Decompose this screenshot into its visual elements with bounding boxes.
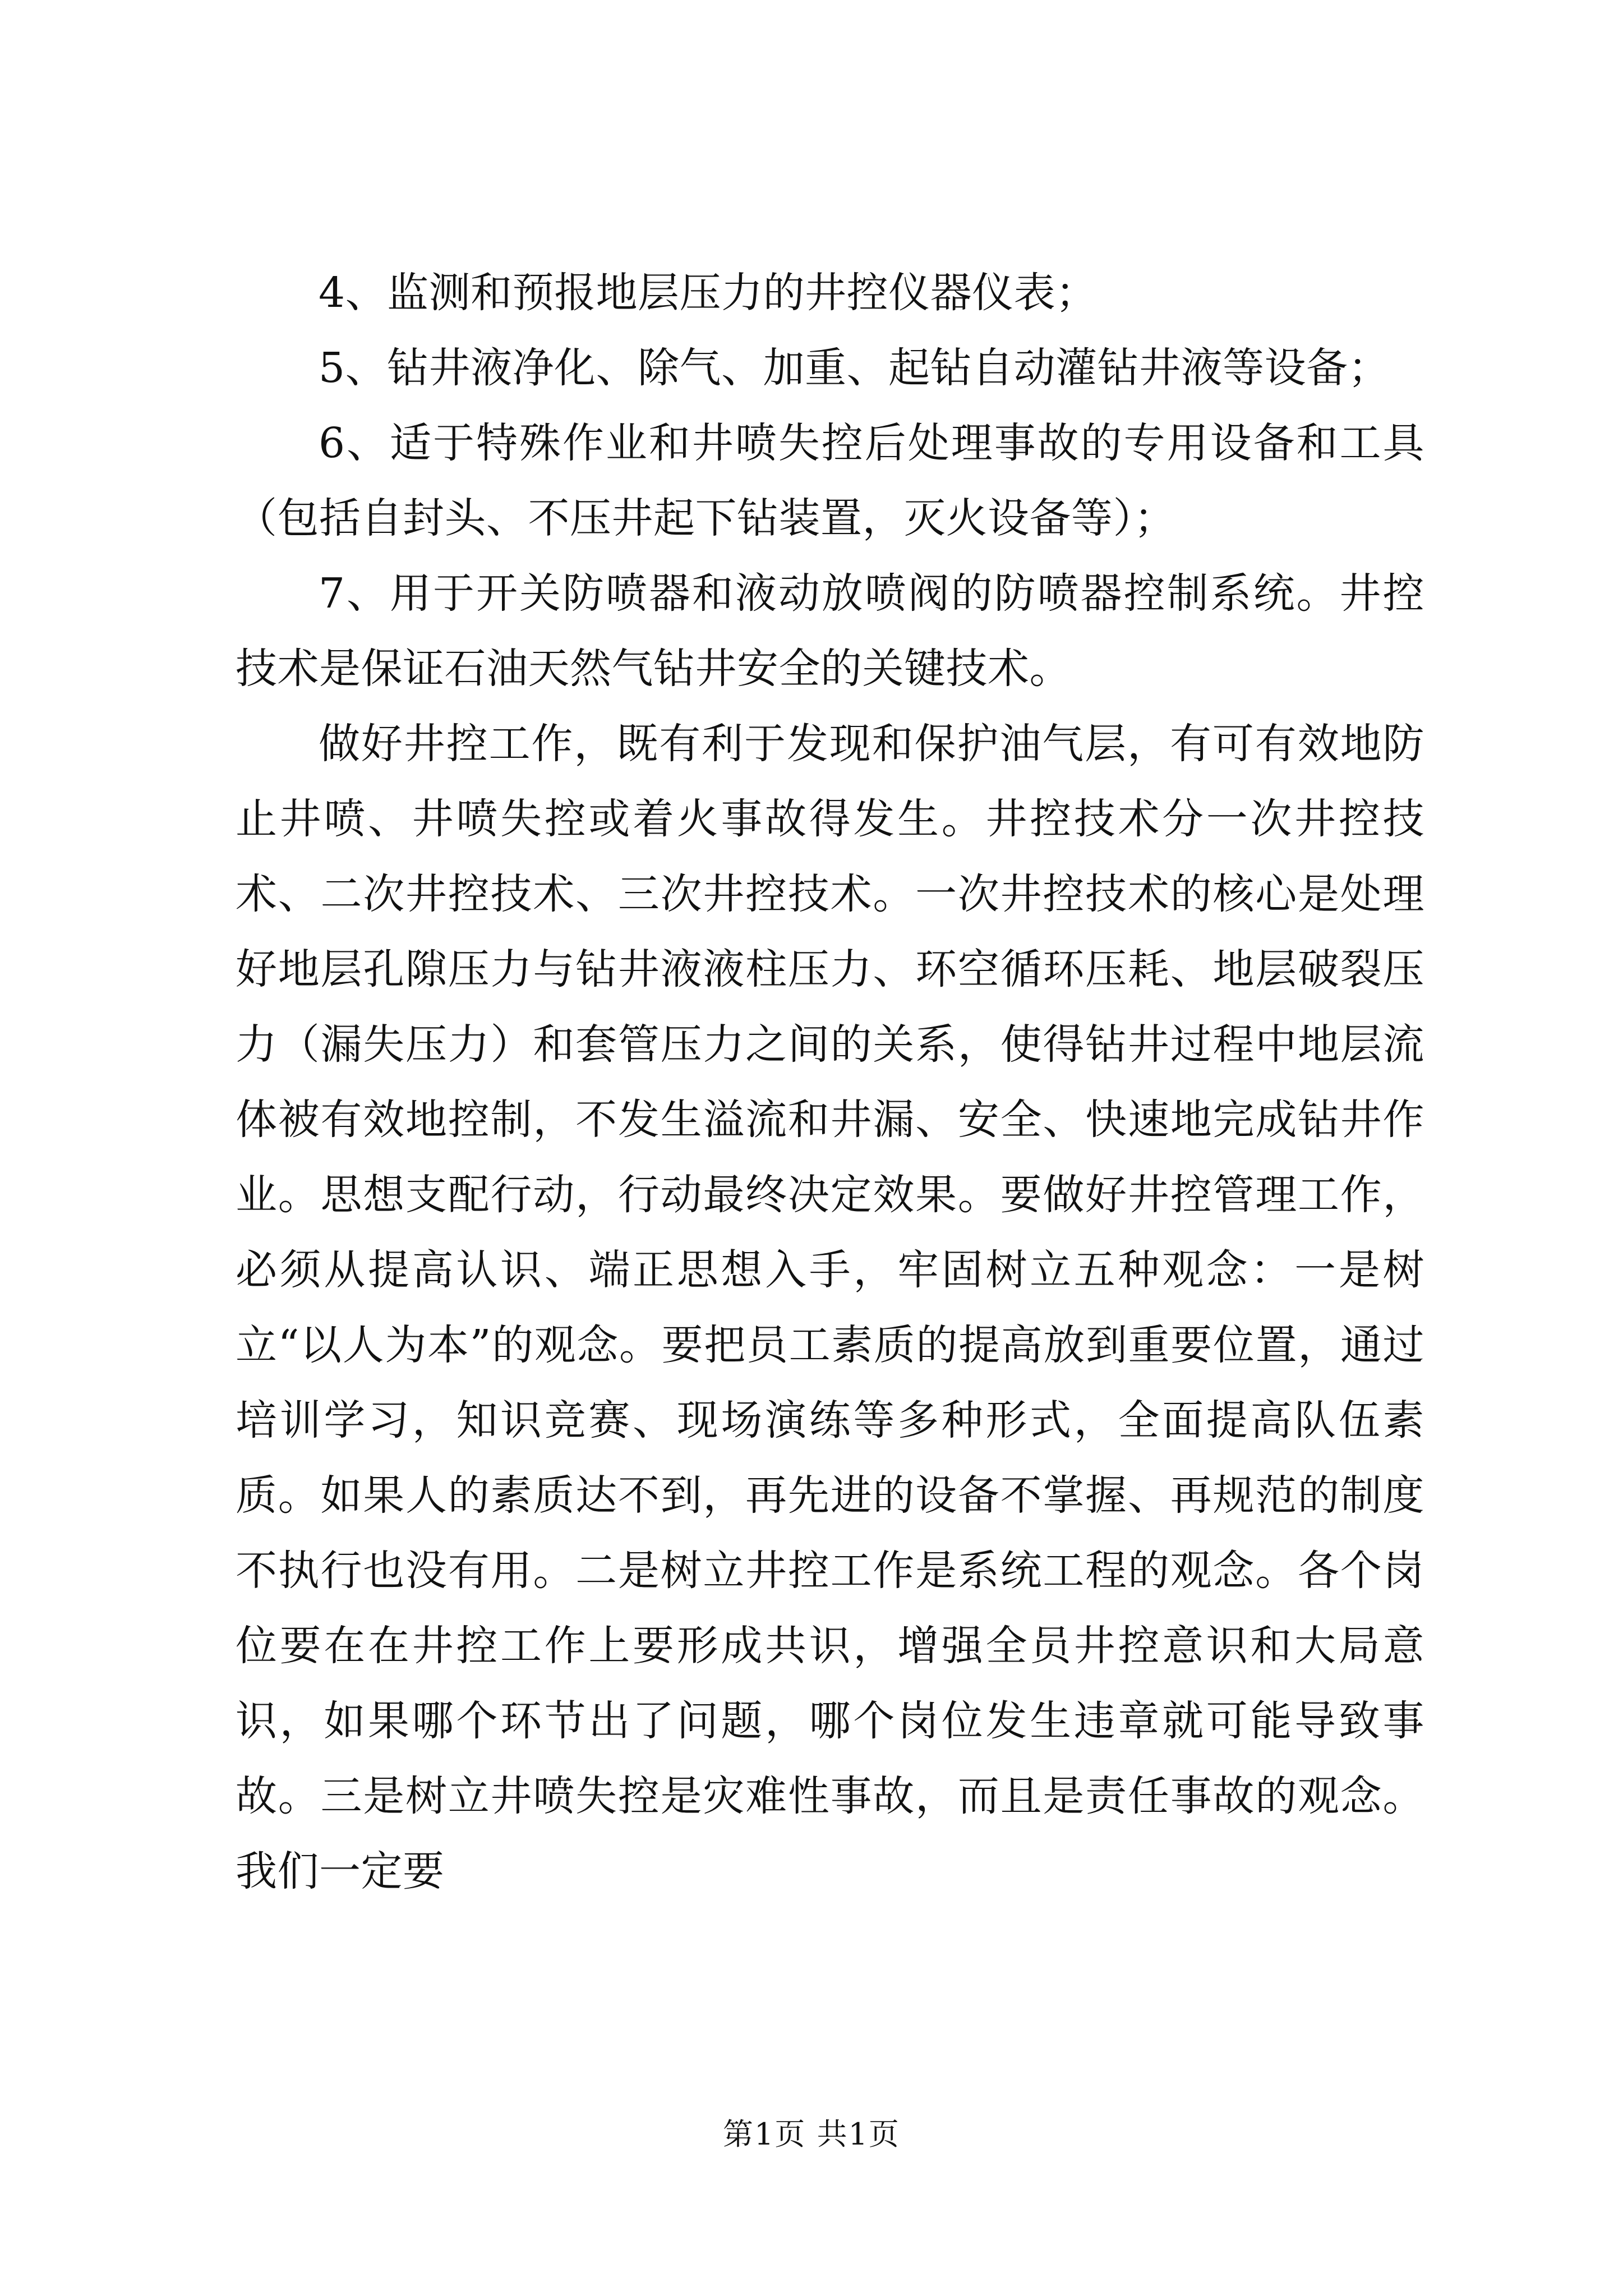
- paragraph-item-5: 5、钻井液净化、除气、加重、起钻自动灌钻井液等设备；: [319, 344, 1390, 392]
- document-body: [236, 255, 1424, 1909]
- paragraph-item-6: 6、适于特殊作业和井喷失控后处理事故的专用设备和工具（包括自封头、不压井起下钻装置，灭火设备等）；: [236, 419, 1424, 542]
- paragraph-item-4: 4、监测和预报地层压力的井控仪器仪表；: [319, 269, 1098, 317]
- paragraph-item-7: 7、用于开关防喷器和液动放喷阀的防喷器控制系统。井控技术是保证石油天然气钻井安全的关键技术。: [236, 569, 1424, 693]
- page-footer: 第1页 共1页: [723, 2116, 900, 2152]
- paragraph-well-control: 做好井控工作，既有利于发现和保护油气层，有可有效地防止井喷、井喷失控或着火事故得发生。井控技术分一次井控技术、二次井控技术、三次井控技术。一次井控技术的核心是处理好地层孔隙压力与钻井液液柱压力、环空循环压耗、地层破裂压力（漏失压力）和套管压力之间的关系，使得钻井过程中地层流体被有效地控制，不发生溢流和井漏、安全、快速地完成钻井作业。思想支配行动，行动最终决定效果。要做好井控管理工作，必须从提高认识、端正思想入手，牢固树立五种观念：一是树立“以人为本”的观念。要把员工素质的提高放到重要位置，通过培训学习，知识竞赛、现场演练等多种形式，全面提高队伍素质。如果人的素质达不到，再先进的设备不掌握、再规范的制度不执行也没有用。二是树立井控工作是系统工程的观念。各个岗位要在在井控工作上要形成共识，增强全员井控意识和大局意识，如果哪个环节出了问题，哪个岗位发生违章就可能导致事故。三是树立井喷失控是灾难性事故，而且是责任事故的观念。我们一定要: [236, 720, 1424, 1895]
